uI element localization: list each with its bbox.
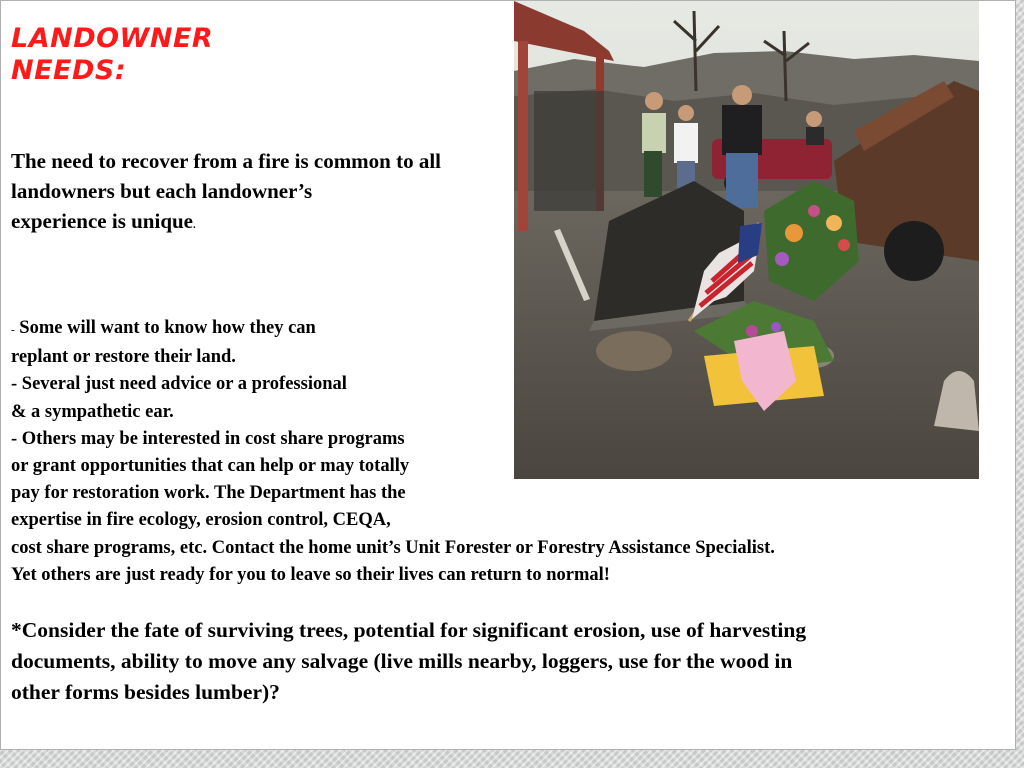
bullet-line-6: or grant opportunities that can help or may totally xyxy=(11,456,410,477)
consider-line-2: documents, ability to move any salvage (live mills nearby, loggers, use for the wood in xyxy=(11,649,793,673)
consider-line-3: other forms besides lumber)? xyxy=(11,680,280,704)
bullet-line-1-text: Some will want to know how they can xyxy=(14,318,316,338)
intro-period: . xyxy=(193,219,196,231)
bullet-line-9: cost share programs, etc. Contact the home unit’s Unit Forester or Forestry Assistance Specialist. xyxy=(11,537,775,558)
consider-paragraph xyxy=(11,615,1001,708)
title-line-2: NEEDS: xyxy=(11,55,127,86)
bullet-line-7: pay for restoration work. The Department has the xyxy=(11,483,406,504)
bullet-line-2: replant or restore their land. xyxy=(11,347,236,368)
intro-paragraph xyxy=(11,146,511,240)
intro-line-3-text: experience is unique xyxy=(11,209,193,233)
bullet-line-4: & a sympathetic ear. xyxy=(11,401,174,422)
consider-line-1: *Consider the fate of surviving trees, potential for significant erosion, use of harvesting xyxy=(11,618,807,642)
bullet-line-10: Yet others are just ready for you to leave so their lives can return to normal! xyxy=(11,564,610,585)
bullet-line-8: expertise in fire ecology, erosion control, CEQA, xyxy=(11,510,391,531)
slide-title xyxy=(11,23,213,87)
title-line-1: LANDOWNER xyxy=(11,23,214,54)
bullet-dash: - xyxy=(11,324,15,336)
intro-line-3 xyxy=(11,206,511,240)
bullet-line-3: - Several just need advice or a professional xyxy=(11,374,347,395)
intro-line-1: The need to recover from a fire is common to all xyxy=(11,149,442,173)
bullets-paragraph xyxy=(11,315,1001,589)
intro-line-2: landowners but each landowner’s xyxy=(11,179,313,203)
bullet-line-1 xyxy=(11,315,1001,344)
bullet-line-5: - Others may be interested in cost share programs xyxy=(11,428,405,449)
